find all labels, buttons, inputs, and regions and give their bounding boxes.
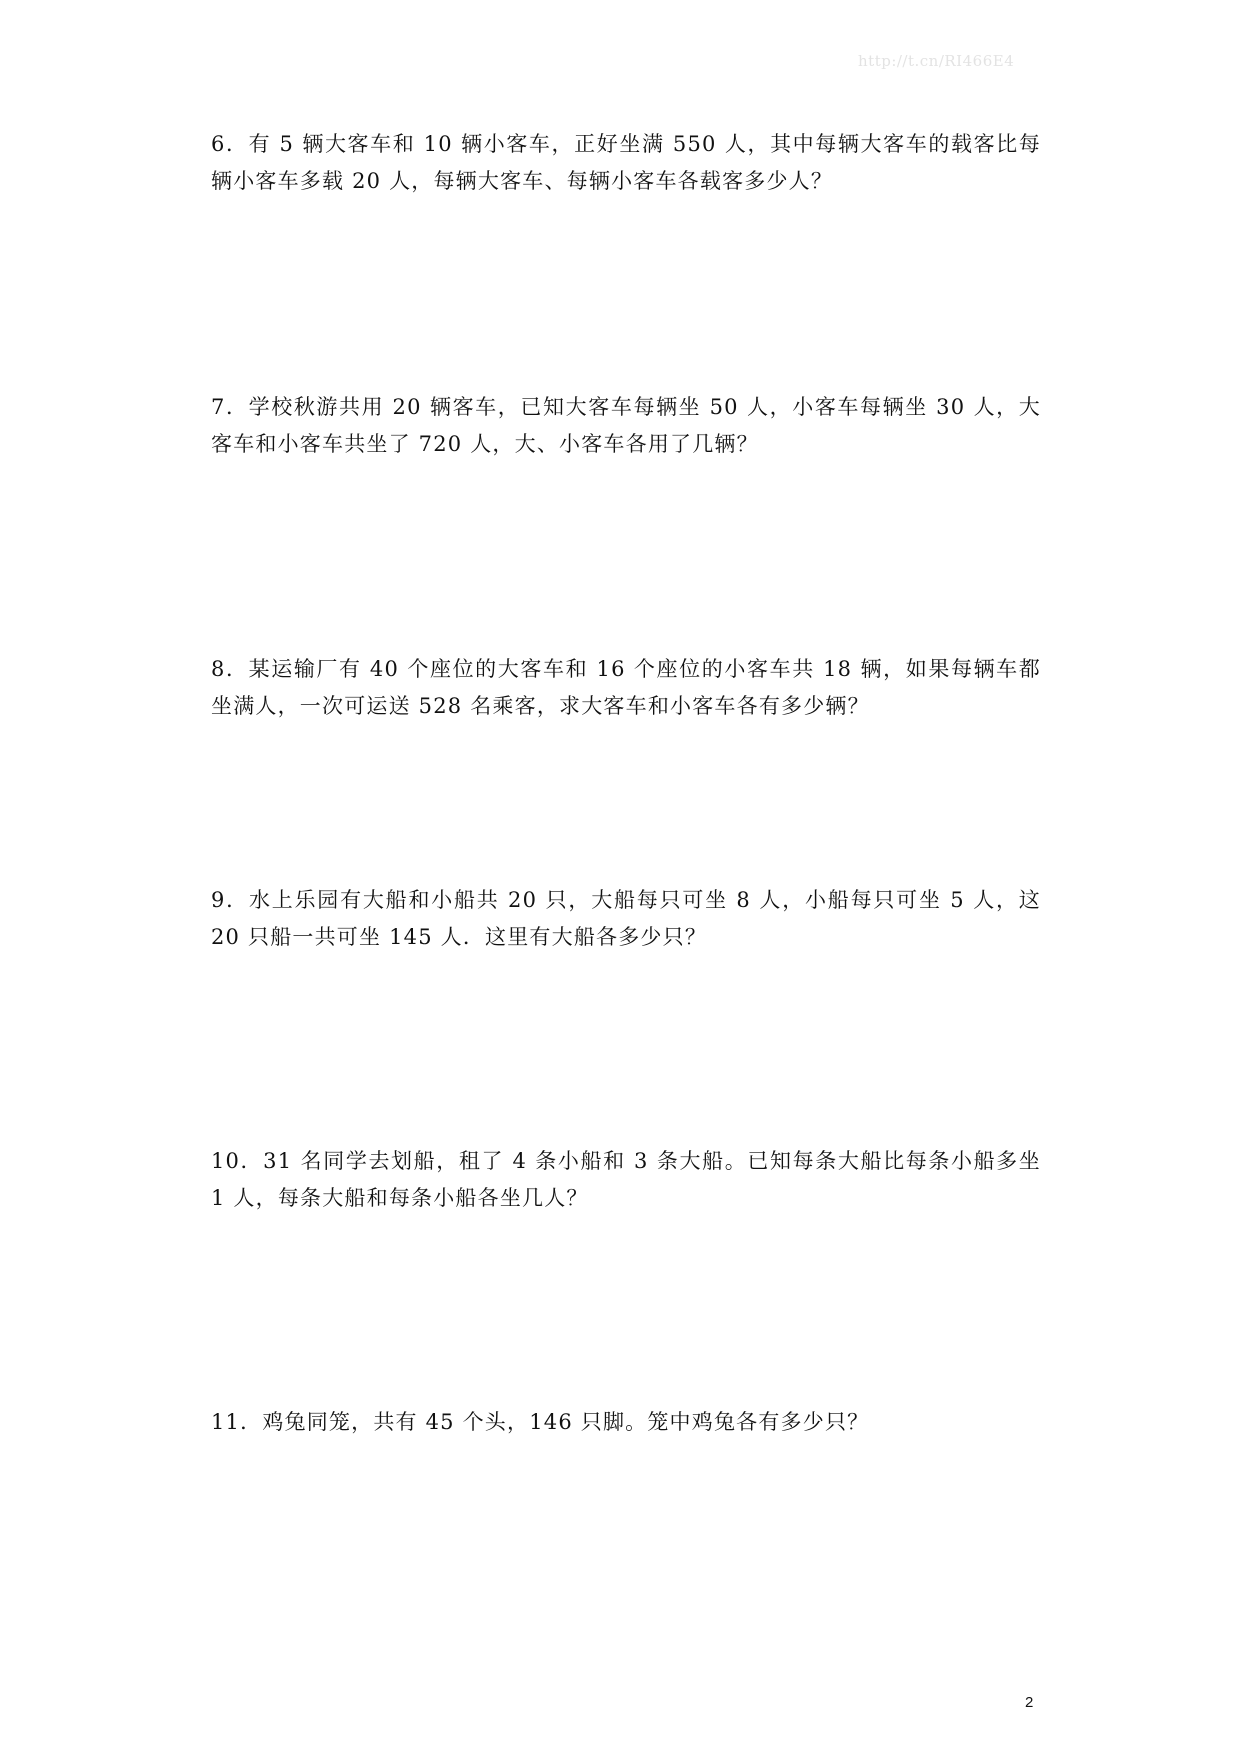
question-number: 11． [211, 1410, 263, 1434]
question-number: 7． [211, 395, 249, 419]
question-text [211, 651, 1041, 725]
question-number: 6． [211, 132, 249, 156]
question-text [211, 126, 1041, 200]
question-body: 水上乐园有大船和小船共 20 只，大船每只可坐 8 人，小船每只可坐 5 人，这 20 只船一共可坐 145 人．这里有大船各多少只？ [211, 888, 1041, 949]
question-6 [211, 126, 1041, 200]
question-number: 10． [211, 1149, 264, 1173]
question-body: 某运输厂有 40 个座位的大客车和 16 个座位的小客车共 18 辆，如果每辆车都坐满人，一次可运送 528 名乘客，求大客车和小客车各有多少辆？ [211, 657, 1041, 718]
question-10 [211, 1143, 1041, 1217]
question-body: 有 5 辆大客车和 10 辆小客车，正好坐满 550 人，其中每辆大客车的载客比每辆小客车多载 20 人，每辆大客车、每辆小客车各载客多少人？ [211, 132, 1041, 193]
question-text [211, 1404, 1041, 1441]
question-text [211, 882, 1041, 956]
question-7 [211, 389, 1041, 463]
question-9 [211, 882, 1041, 956]
question-text [211, 1143, 1041, 1217]
question-body: 学校秋游共用 20 辆客车，已知大客车每辆坐 50 人，小客车每辆坐 30 人，大客车和小客车共坐了 720 人，大、小客车各用了几辆？ [211, 395, 1041, 456]
question-number: 8． [211, 657, 249, 681]
question-number: 9． [211, 888, 249, 912]
page-number: 2 [1025, 1694, 1034, 1711]
question-body: 31 名同学去划船，租了 4 条小船和 3 条大船。已知每条大船比每条小船多坐 1 人，每条大船和每条小船各坐几人？ [211, 1149, 1041, 1210]
question-body: 鸡兔同笼，共有 45 个头，146 只脚。笼中鸡兔各有多少只？ [262, 1410, 870, 1434]
watermark-url: http://t.cn/RI466E4 [858, 52, 1015, 70]
question-8 [211, 651, 1041, 725]
question-11 [211, 1404, 1041, 1441]
question-text [211, 389, 1041, 463]
